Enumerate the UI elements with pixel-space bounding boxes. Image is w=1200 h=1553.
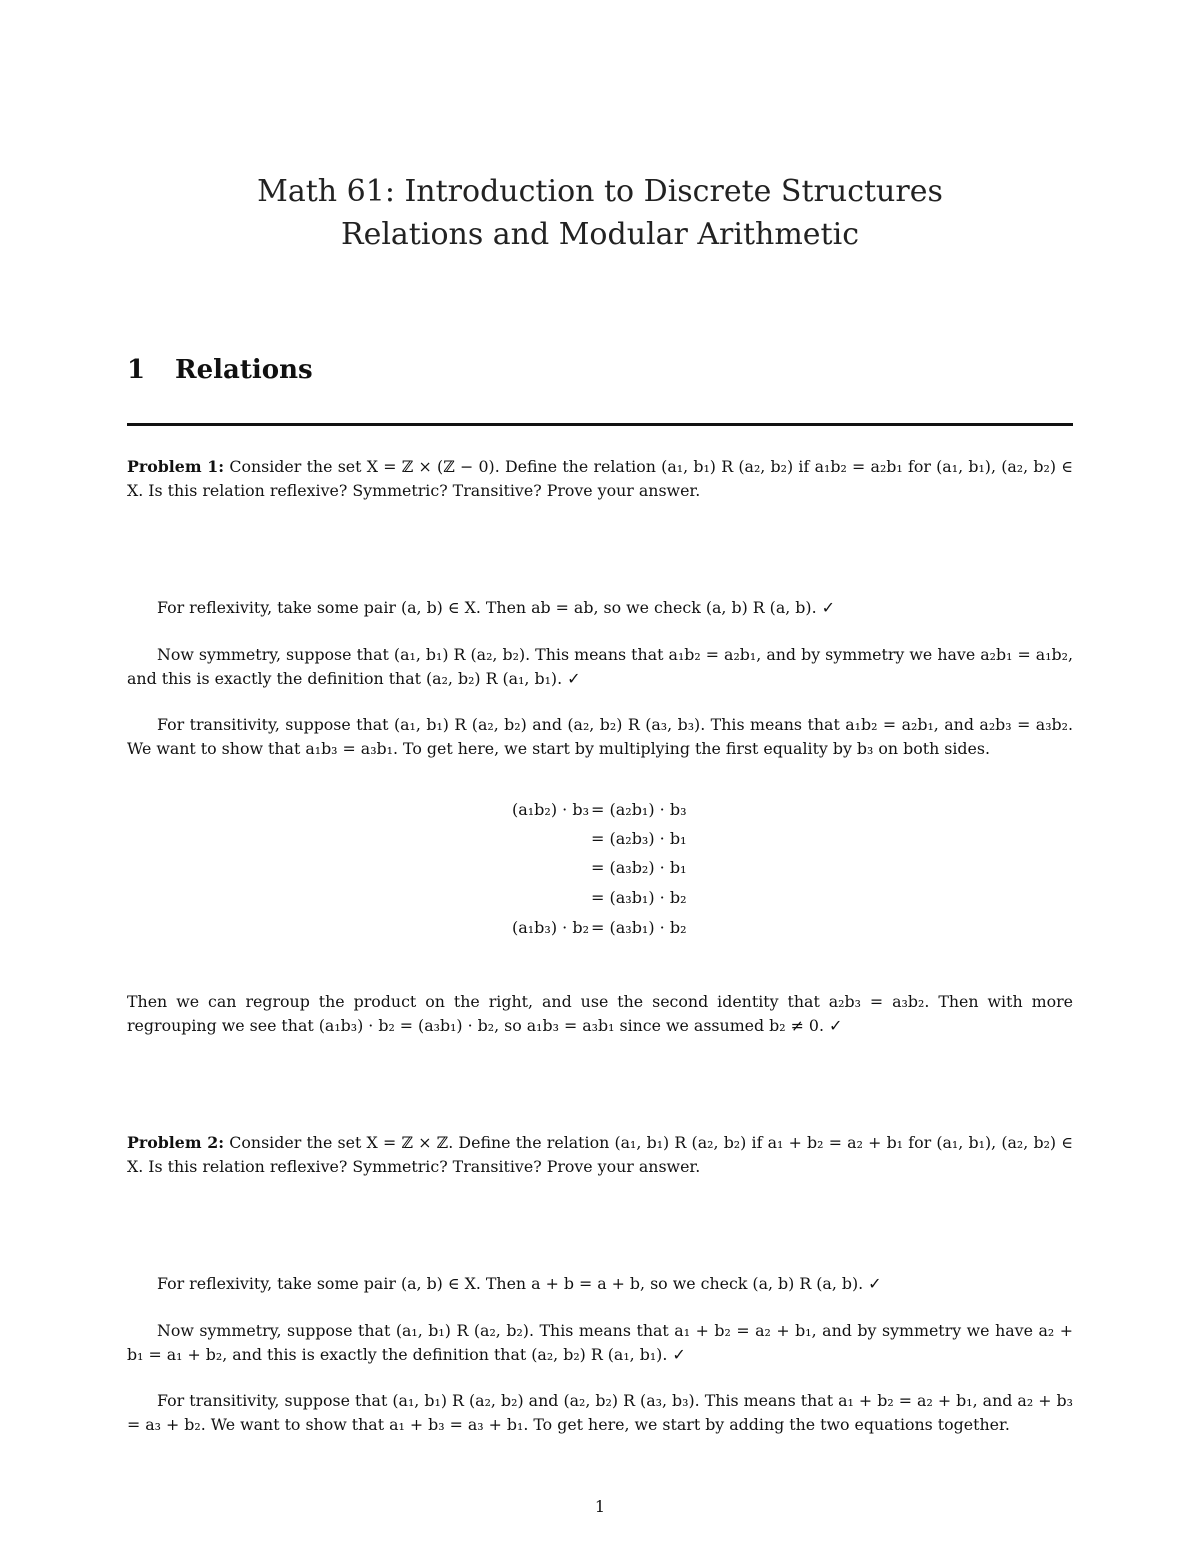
problem-1-statement bbox=[127, 455, 1073, 503]
problem-2-statement bbox=[127, 1131, 1073, 1179]
equation-row bbox=[0, 800, 1200, 829]
problem-1-symmetry: Now symmetry, suppose that (a₁, b₁) R (a₂, b₂). This means that a₁b₂ = a₂b₁, and by symmetry we have a₂b₁ = a₁b₂, and this is exactly the definition that (a₂, b₂) R (a₁, b₁). ✓ bbox=[127, 645, 1073, 688]
equation-rhs: = (a₂b₁) · b₃ bbox=[591, 800, 687, 819]
equation-rhs: = (a₃b₁) · b₂ bbox=[591, 918, 687, 937]
equation-rhs: = (a₃b₁) · b₂ bbox=[591, 888, 687, 907]
problem-1-label: Problem 1: bbox=[127, 457, 225, 476]
problem-1-conclusion: Then we can regroup the product on the right, and use the second identity that a₂b₃ = a₃b₂. Then with more regrouping we see that (a₁b₃) · b₂ = (a₃b₁) · b₂, so a₁b₃ = a₃b₁ since we assumed b₂ ≠ 0. ✓ bbox=[127, 992, 1073, 1035]
problem-2-symmetry: Now symmetry, suppose that (a₁, b₁) R (a₂, b₂). This means that a₁ + b₂ = a₂ + b₁, and by symmetry we have a₂ + b₁ = a₁ + b₂, and this is exactly the definition that (a₂, b₂) R (a₁, b₁). ✓ bbox=[127, 1321, 1073, 1364]
document-title: Math 61: Introduction to Discrete Structures bbox=[257, 174, 943, 209]
page-number: 1 bbox=[594, 1497, 606, 1516]
equation-rhs: = (a₂b₃) · b₁ bbox=[591, 829, 687, 848]
equation-row bbox=[0, 888, 1200, 917]
problem-2-text: Consider the set X = ℤ × ℤ. Define the relation (a₁, b₁) R (a₂, b₂) if a₁ + b₂ = a₂ + b₁ for (a₁, b₁), (a₂, b₂) ∈ X. Is this relation reflexive? Symmetric? Transitive? Prove your answer. bbox=[127, 1133, 1074, 1176]
section-title: Relations bbox=[175, 355, 313, 385]
problem-2-transitivity: For transitivity, suppose that (a₁, b₁) R (a₂, b₂) and (a₂, b₂) R (a₃, b₃). This means that a₁ + b₂ = a₂ + b₁, and a₂ + b₃ = a₃ + b₂. We want to show that a₁ + b₃ = a₃ + b₁. To get here, we start by adding the two equations together. bbox=[127, 1391, 1073, 1434]
equation-row bbox=[0, 858, 1200, 887]
equation-lhs: (a₁b₃) · b₂ bbox=[511, 918, 589, 937]
problem-2-reflexivity: For reflexivity, take some pair (a, b) ∈ X. Then a + b = a + b, so we check (a, b) R (a, b). ✓ bbox=[157, 1274, 882, 1293]
equation-row bbox=[0, 829, 1200, 858]
equation-rhs: = (a₃b₂) · b₁ bbox=[591, 858, 687, 877]
problem-1-transitivity: For transitivity, suppose that (a₁, b₁) R (a₂, b₂) and (a₂, b₂) R (a₃, b₃). This means that a₁b₂ = a₂b₁, and a₂b₃ = a₃b₂. We want to show that a₁b₃ = a₃b₁. To get here, we start by multiplying the first equality by b₃ on both sides. bbox=[127, 715, 1073, 758]
problem-1-reflexivity: For reflexivity, take some pair (a, b) ∈ X. Then ab = ab, so we check (a, b) R (a, b). ✓ bbox=[157, 598, 835, 617]
section-heading bbox=[127, 355, 313, 385]
document-subtitle: Relations and Modular Arithmetic bbox=[340, 217, 860, 252]
equation-lhs: (a₁b₂) · b₃ bbox=[511, 800, 589, 819]
problem-2-label: Problem 2: bbox=[127, 1133, 225, 1152]
problem-1-text: Consider the set X = ℤ × (ℤ − 0). Define the relation (a₁, b₁) R (a₂, b₂) if a₁b₂ = a₂b₁ for (a₁, b₁), (a₂, b₂) ∈ X. Is this relation reflexive? Symmetric? Transitive? Prove your answer. bbox=[127, 457, 1073, 500]
equation-row bbox=[0, 918, 1200, 947]
equation-block bbox=[0, 800, 1200, 950]
section-divider bbox=[127, 423, 1073, 426]
section-number: 1 bbox=[127, 355, 146, 385]
